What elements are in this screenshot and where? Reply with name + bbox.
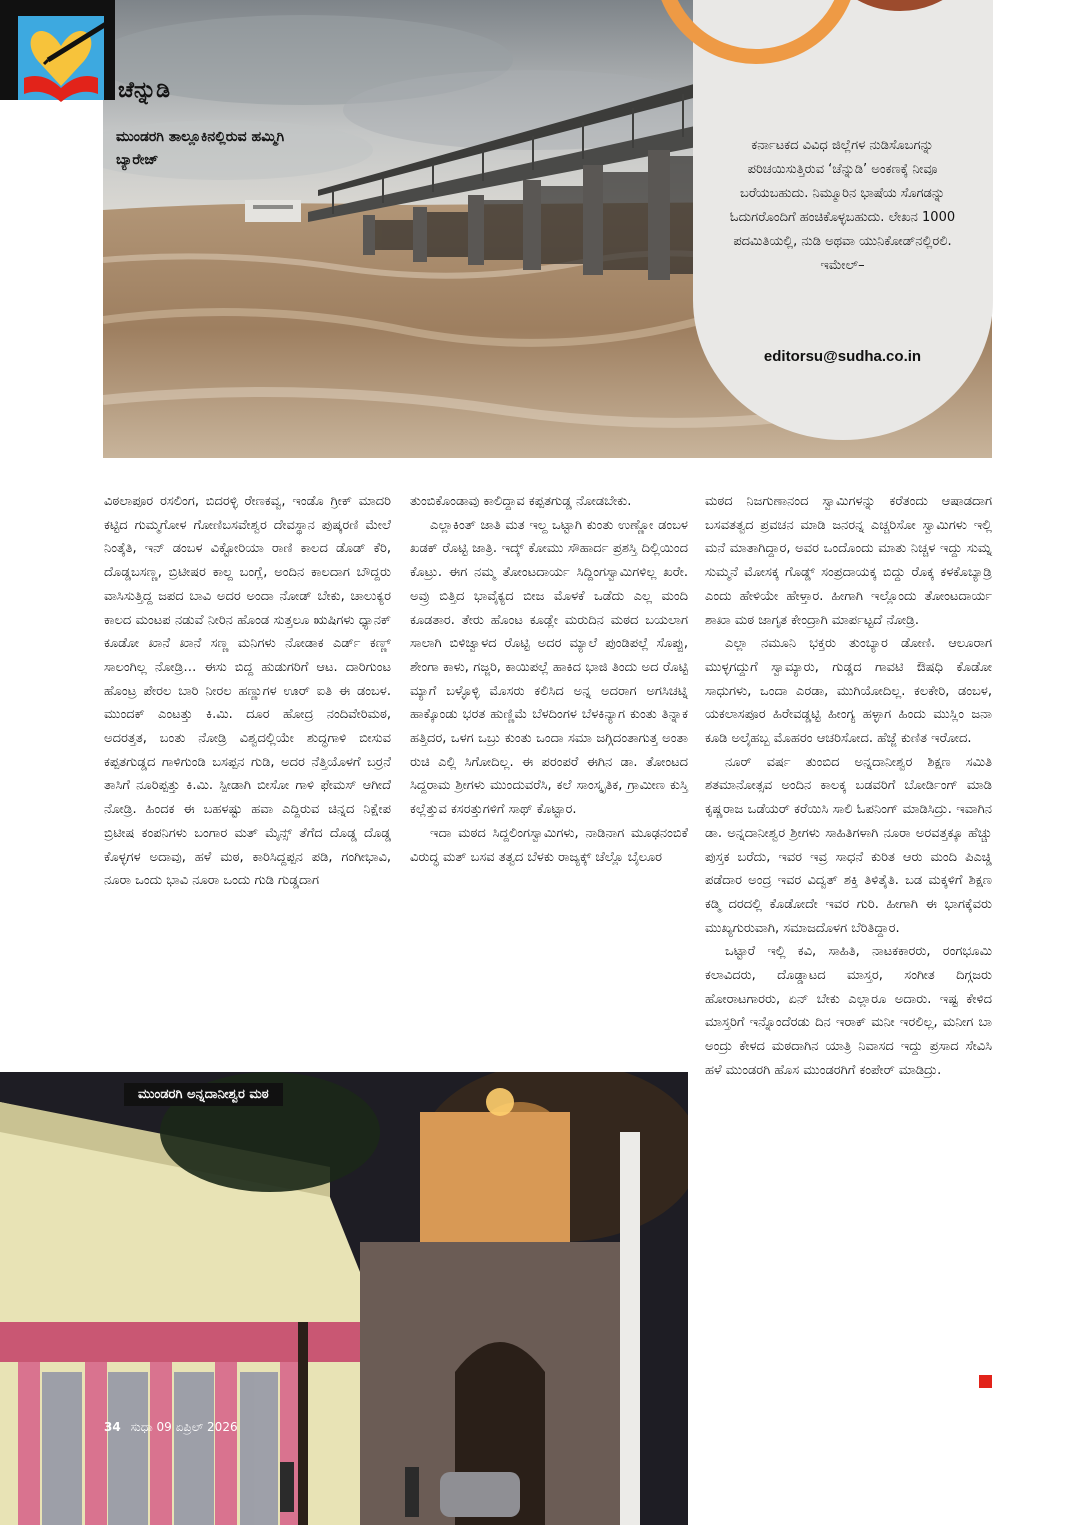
info-box-text: ಕರ್ನಾಟಕದ ವಿವಿಧ ಜಿಲ್ಲೆಗಳ ನುಡಿಸೊಬಗನ್ನು ಪರಿಚಯಿಸುತ್ತಿರುವ ‘ಚೆನ್ನುಡಿ’ ಅಂಕಣಕ್ಕೆ ನೀವೂ ಬರೆಯಬಹುದು. ನಿಮ್ಮೂರಿನ ಭಾಷೆಯ ಸೊಗಡನ್ನು ಓದುಗರೊಂದಿಗೆ ಹಂಚಿಕೊಳ್ಳಬಹುದು. ಲೇಖನ 1000 ಪದಮಿತಿಯಲ್ಲಿ, ನುಡಿ ಅಥವಾ ಯುನಿಕೋಡ್‌ನಲ್ಲಿರಲಿ. ಇಮೇಲ್– [729, 138, 956, 273]
paragraph: ಒಟ್ಟಾರೆ ಇಲ್ಲಿ ಕವಿ, ಸಾಹಿತಿ, ನಾಟಕಕಾರರು, ರಂಗಭೂಮಿ ಕಲಾವಿದರು, ದೊಡ್ಡಾಟದ ಮಾಸ್ತರ, ಸಂಗೀತ ದಿಗ್ಗಜರು ಹೋರಾಟಗಾರರು, ಏನ್ ಬೇಕು ಎಲ್ಲಾರೂ ಅದಾರು. ಇಷ್ಟ ಕೇಳಿದ ಮಾಸ್ತರಿಗೆ ಇನ್ನೊಂದೆರಡು ದಿನ ಇರಾಕ್ ಮನೀ ಇರಲಿಲ್ಲ, ಮನೀಗ ಬಾ ಅಂದ್ರು ಕೇಳದ ಮಠದಾಗಿನ ಯಾತ್ರಿ ನಿವಾಸದ ಇದ್ದು ಪ್ರಸಾದ ಸೇವಿಸಿ ಹಳೆ ಮುಂಡರಗಿ ಹೊಸ ಮುಂಡರಗಿಗೆ ಕಂಪೇರ್ ಮಾಡಿದ್ರು. [705, 944, 992, 1078]
paragraph: ತುಂಬಿಕೊಂಡಾವು ಕಾಲಿದ್ದಾವ ಕಪ್ಪತಗುಡ್ಡ ನೋಡಬೇಕು. [410, 494, 632, 509]
temple-photo [0, 1072, 688, 1525]
paragraph: ಎಲ್ಲಾ ನಮೂನಿ ಭಕ್ತರು ತುಂಬ್ಯಾರ ಡೋಣಿ. ಆಲೂರಾಗ ಮುಳ್ಳಗದ್ದುಗೆ ಸ್ವಾಮ್ಯಾರು, ಗುಡ್ಡದ ಗಾವಟಿ ಔಷಧಿ ಕೊಡೋ ಸಾಧುಗಳು, ಒಂದಾ ಎರಡಾ, ಮುಗಿಯೋದಿಲ್ಲ. ಕಲಕೇರಿ, ಡಂಬಳ, ಯಕಲಾಸಪೂರ ಹಿರೇವಡ್ಡಟ್ಟಿ ಹೀಂಗ್ಯ ಹಳ್ಳಾಗ ಹಿಂದು ಮುಸ್ಲಿಂ ಜನಾ ಕೂಡಿ ಅಲೈಹಬ್ಬ ಮೊಹರಂ ಆಚರಿಸೋದ. ಹೆಜ್ಜೆ ಕುಣಿತ ಇರೋದ. [705, 636, 992, 747]
article-column-1 [104, 490, 391, 893]
paragraph: ಇದಾ ಮಠದ ಸಿದ್ದಲಿಂಗಸ್ವಾಮಿಗಳು, ನಾಡಿನಾಗ ಮೂಢನಂಬಿಕೆ ವಿರುದ್ಧ ಮತ್ ಬಸವ ತತ್ವದ ಬೆಳಕು ರಾಜ್ಯಕ್ಕ್ ಚೆಲ್ಲೊ ಬೈಲೂರ [410, 825, 688, 865]
paragraph: ನೂರ್ ವರ್ಷ ತುಂಬಿದ ಅನ್ನದಾನೀಶ್ವರ ಶಿಕ್ಷಣ ಸಮಿತಿ ಶತಮಾನೋತ್ಸವ ಅಂದಿನ ಕಾಲಕ್ಕ ಬಡವರಿಗೆ ಬೋರ್ಡಿಂಗ್ ಮಾಡಿ ಕೃಷ್ಣರಾಜ ಒಡೆಯರ್ ಕರೆಯಿಸಿ ಸಾಲಿ ಓಪನಿಂಗ್ ಮಾಡಿಸಿದ್ರು. ಇವಾಗಿನ ಡಾ. ಅನ್ನದಾನೀಶ್ವರ ಶ್ರೀಗಳು ಸಾಹಿತಿಗಳಾಗಿ ನೂರಾ ಅರವತ್ತಕ್ಕೂ ಹೆಚ್ಚು ಪುಸ್ತಕ ಬರೆದು, ಇವರ ಇವ್ರ ಸಾಧನೆ ಕುರಿತ ಆರು ಮಂದಿ ಪಿಎಚ್ಡಿ ಪಡೆದಾರ ಅಂದ್ರ ಇವರ ವಿದ್ವತ್ ಶಕ್ತಿ ತಿಳಿತೈತಿ. ಬಡ ಮಕ್ಕಳಿಗೆ ಶಿಕ್ಷಣ ಕಡ್ಮಿ ದರದಲ್ಲಿ ಕೊಡೋದೇ ಇವರ ಗುರಿ. ಹೀಗಾಗಿ ಈ ಭಾಗಕ್ಕೆವರು ಮುಖ್ಯಗುರುವಾಗಿ, ಸಮಾಜದೊಳಗ ಬೆರಿತಿದ್ದಾರ. [705, 754, 992, 936]
publication-date: ಸುಧಾ 09 ಏಪ್ರಿಲ್ 2026 [130, 1420, 238, 1434]
page-number: 34 [104, 1420, 121, 1434]
info-box-email[interactable]: editorsu@sudha.co.in [763, 348, 922, 365]
article-column-2 [410, 490, 688, 869]
book-heart-pen-icon [18, 16, 110, 116]
paragraph: ಮಠದ ನಿಜಗುಣಾನಂದ ಸ್ವಾಮಿಗಳನ್ನು ಕರೆತಂದು ಆಷಾಡದಾಗ ಬಸವತತ್ವದ ಪ್ರವಚನ ಮಾಡಿ ಜನರನ್ನ ಎಚ್ಚರಿಸೋ ಸ್ವಾಮಿಗಳು ಇಲ್ಲಿ ಮನೆ ಮಾತಾಗಿದ್ದಾರ, ಅವರ ಒಂದೊಂದು ಮಾತು ನಿಚ್ಚಳ ಇದ್ದು ಸುಮ್ನ ಸುಮ್ಮನೆ ಮೋಸಕ್ಕ ಗೊಡ್ಡ್ ಸಂಪ್ರದಾಯಕ್ಕ ಬಿದ್ದು ರೊಕ್ಕ ಕಳಕೊಬ್ಯಾಡ್ರಿ ಎಂದು ಹೇಳಿಯೇ ಹೇಳ್ತಾರ. ಹೀಗಾಗಿ ಇಲ್ಲೊಂದು ತೋಂಟದಾರ್ಯ ಶಾಖಾ ಮಠ ಜಾಗೃತ ಕೇಂದ್ರಾಗಿ ಮಾರ್ಪಟ್ಟದೆ ನೋಡ್ರಿ. [705, 494, 992, 628]
paragraph: ಎಲ್ಲಾಕಿಂತ್ ಜಾತಿ ಮತ ಇಲ್ದ ಒಟ್ಟಾಗಿ ಕುಂತು ಉಣ್ಣೋ ಡಂಬಳ ಖಡಕ್ ರೊಟ್ಟಿ ಜಾತ್ರಿ. ಇದ್ಕ್ ಕೋಮು ಸೌಹಾರ್ದ ಪ್ರಶಸ್ತಿ ದಿಲ್ಲಿಯಿಂದ ಕೊಟ್ರು. ಈಗ ನಮ್ಮ ತೋಂಟದಾರ್ಯ ಸಿದ್ದಿಂಗಸ್ವಾಮಿಗಳಿಲ್ಲ ಖರೇ. ಅವ್ರು ಬಿತ್ತಿದ ಭಾವೈಕ್ಯದ ಬೀಜ ಮೊಳಕೆ ಒಡೆದು ಎಲ್ಲ ಮಂದಿ ಕೂಡತಾರ. ತೇರು ಹೊಂಟ ಕೂಡ್ಲೇ ಮರುದಿನ ಮಠದ ಬಯಲಾಗ ಸಾಲಾಗಿ ಬಿಳಿಜ್ವಾಳದ ರೊಟ್ಟಿ ಅದರ ಮ್ಯಾಲೆ ಪುಂಡಿಪಲ್ಲೆ ಸೊಪ್ಪು, ಶೇಂಗಾ ಕಾಳು, ಗಜ್ಜರಿ, ಕಾಯಿಪಲ್ಲೆ ಹಾಕಿದ ಭಾಜಿ ತಿಂದು ಅದ ರೊಟ್ಟಿ ಮ್ಯಾಗೆ ಬಳ್ಳೊಳ್ಳಿ ಮೊಸರು ಕಲಿಸಿದ ಅನ್ನ ಅದರಾಗ ಅಗಸಿಚಟ್ನಿ ಹಾಕ್ಕೊಂಡು ಭರತ ಹುಣ್ಣಿಮೆ ಬೆಳದಿಂಗಳ ಬೆಳಕಿನ್ಯಾಗ ಕುಂತು ತಿನ್ನಾಕ ಹತ್ತಿದರ, ಒಳಗ ಒಬ್ರು ಕುಂತು ಒಂದಾ ಸಮಾ ಜಗ್ಗಿದಂತಾಗುತ್ತ ಅಂತಾ ರುಚಿ ಎಲ್ಲಿ ಸಿಗೋದಿಲ್ಲ. ಈ ಪರಂಪರೆ ಈಗಿನ ಡಾ. ತೋಂಟದ ಸಿದ್ದರಾಮ ಶ್ರೀಗಳು ಮುಂದುವರೆಸಿ, ಕಲೆ ಸಾಂಸ್ಕೃತಿಕ, ಗ್ರಾಮೀಣ ಕುಸ್ತಿ ಕಲ್ಲೆತ್ತುವ ಕಸರತ್ತುಗಳಿಗೆ ಸಾಥ್ ಕೊಟ್ಟಾರ. [410, 517, 688, 818]
temple-photo-caption: ಮುಂಡರಗಿ ಅನ್ನದಾನೀಶ್ವರ ಮಠ [124, 1083, 283, 1106]
page-footer [104, 1420, 238, 1435]
article-end-mark [979, 1375, 992, 1388]
barrage-photo-caption: ಮುಂಡರಗಿ ತಾಲ್ಲೂಕಿನಲ್ಲಿರುವ ಹಮ್ಮಿಗಿ ಬ್ಯಾರೇಜ್ [116, 129, 285, 168]
article-column-3 [705, 490, 992, 1083]
paragraph: ವಿಠಲಾಪೂರ ರಸಲಿಂಗ, ಬಿದರಳ್ಳಿ ರೇಣಕವ್ವ, ಇಂಡೊ ಗ್ರೀಕ್ ಮಾದರಿ ಕಟ್ಟಿದ ಗುಮ್ಮಗೋಳ ಗೋಣಿಬಸವೇಶ್ವರ ದೇವಸ್ಥಾನ ಪುಷ್ಕರಣಿ ಮೇಲೆ ನಿಂತ್ಕೆತಿ, ಇನ್ ಡಂಬಳ ವಿಕ್ಟೋರಿಯಾ ರಾಣಿ ಕಾಲದ ಡೊಡ್ ಕೆರಿ, ದೊಡ್ಡಬಸಣ್ಣ, ಬ್ರಿಟೀಷರ ಕಾಲ್ದ ಬಂಗ್ಲೆ, ಅಂದಿನ ಕಾಲದಾಗ ಬೌದ್ದರು ವಾಸಿಸುತ್ತಿದ್ದ ಜಪದ ಬಾವಿ ಅದರ ಅಂದಾ ನೋಡ್ ಬೇಕು, ಚಾಲುಕ್ಯರ ಕಾಲದ ಮಂಟಪ ನಡುವೆ ನೀರಿನ ಹೊಂಡ ಸುತ್ತಲೂ ಋಷಿಗಳು ಧ್ಯಾನಕ್ ಕೂಡೋ ಖಾನೆ ಖಾನೆ ಸಣ್ಣ ಮನಿಗಳು ನೋಡಾಕ ಎರ್ಡ್ ಕಣ್ಣ್ ಸಾಲಂಗಿಲ್ಲ ನೋಡ್ರಿ… ಈಸು ಬಿದ್ದ ಹುಡುಗರಿಗೆ ಆಟ. ದಾರಿಗುಂಟ ಹೊಂಟ್ರ ಪೇರಲ ಬಾರಿ ನೀರಲ ಹಣ್ಣುಗಳ ಊರ್ ಐತಿ ಈ ಡಂಬಳ. ಮುಂದಕ್ ಎಂಟತ್ತು ಕಿ.ಮಿ. ದೂರ ಹೋದ್ರ ನಂದಿವೇರಿಮಠ, ಅದರತ್ತತ, ಬಂತು ನೋಡ್ರಿ ವಿಶ್ವದಲ್ಲಿಯೇ ಶುದ್ಧಗಾಳಿ ಬೀಸುವ ಕಪ್ಪತಗುಡ್ಡದ ಗಾಳಿಗುಂಡಿ ಬಸಪ್ಪನ ಗುಡಿ, ಅದರ ನೆತ್ತಿಯೊಳಗೆ ಬರ್ರನೆ ತಾಸಿಗೆ ನೂರಿಪ್ಪತ್ತು ಕಿ.ಮಿ. ಸ್ಪೀಡಾಗಿ ಬೀಸೋ ಗಾಳಿ ಫೇಮಸ್ ಆಗೀದೆ ನೋಡ್ರಿ. ಹಿಂದಕ ಈ ಬಹಳಷ್ಟು ಹವಾ ಎದ್ದಿರುವ ಚಿನ್ನದ ನಿಕ್ಷೇಪ ಬ್ರಿಟೀಷ ಕಂಪನಿಗಳು ಬಂಗಾರ ಮತ್ ಮೈನ್ಸ್ ತೆಗೆದ ದೊಡ್ಡ ದೊಡ್ಡ ಕೊಳ್ಳಗಳ ಅದಾವು, ಹಳೆ ಮಠ, ಕಾರಿಸಿದ್ದಪ್ಪನ ಪಡಿ, ಗಂಗೀಭಾವಿ, ನೂರಾ ಒಂದು ಭಾವಿ ನೂರಾ ಒಂದು ಗುಡಿ ಗುಡ್ಡದಾಗ [104, 494, 391, 889]
section-logo [0, 0, 115, 100]
section-title: ಚೆನ್ನುಡಿ [118, 78, 170, 103]
